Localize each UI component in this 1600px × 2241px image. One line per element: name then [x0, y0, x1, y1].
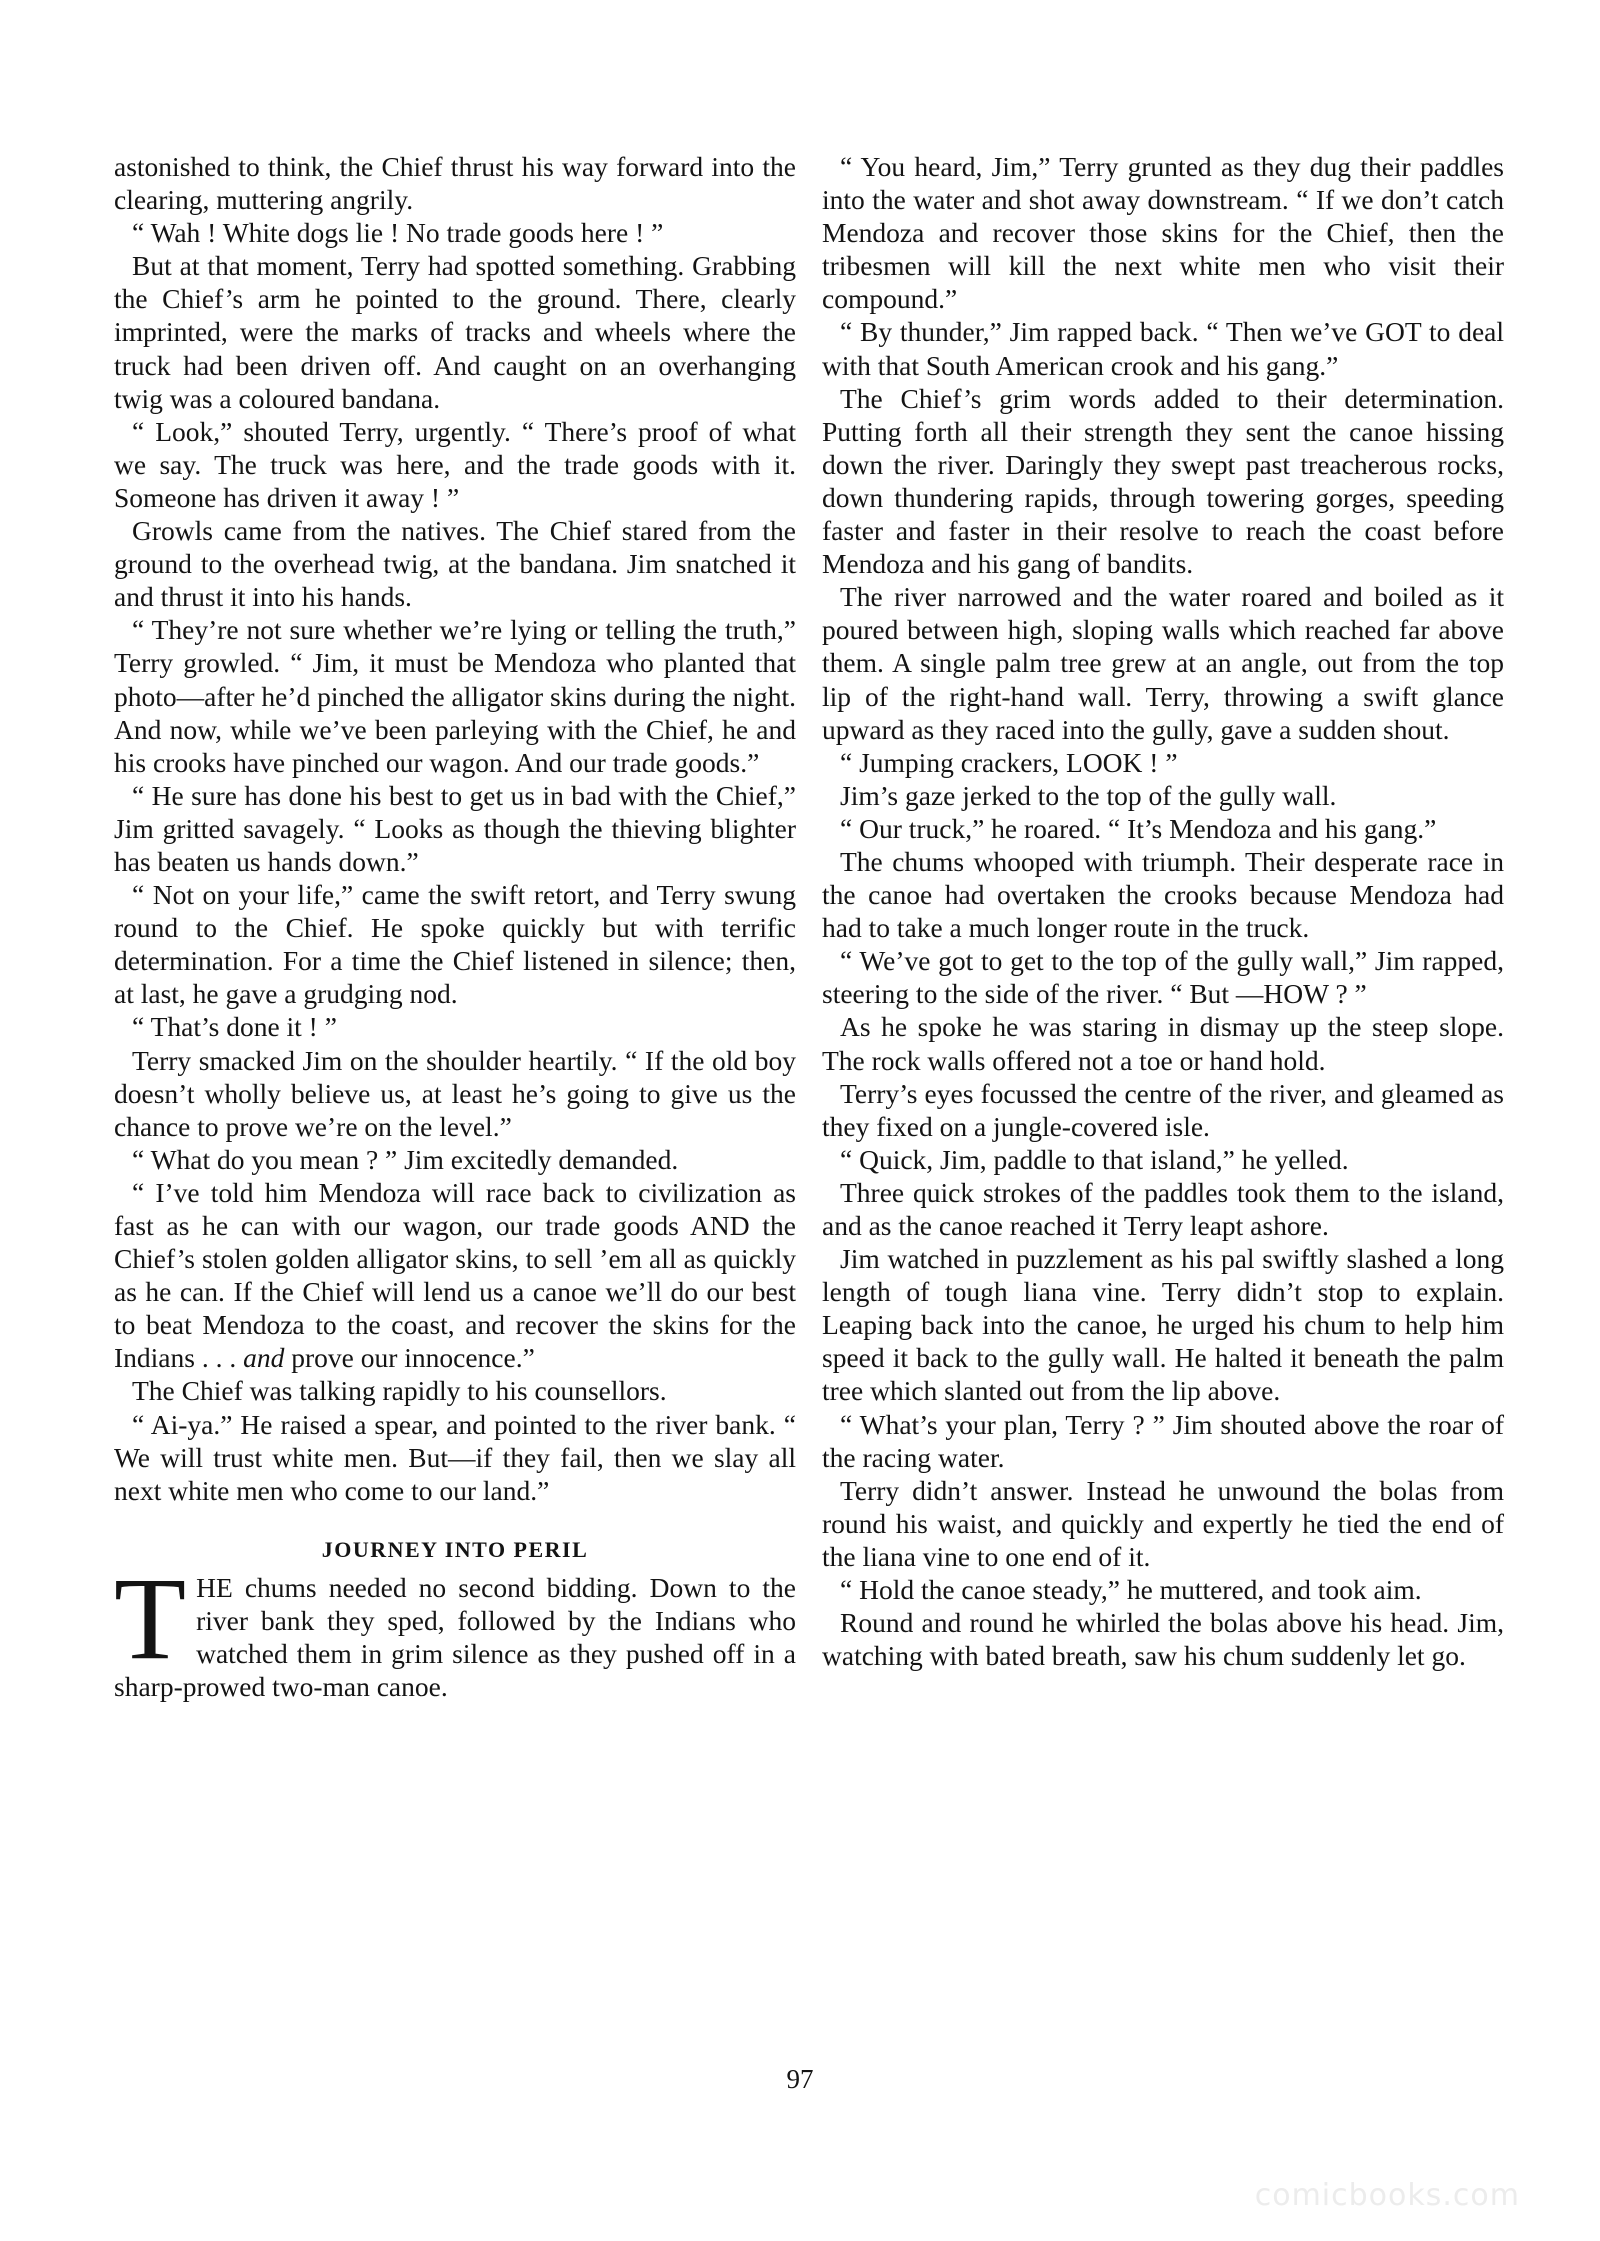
paragraph: “ You heard, Jim,” Terry grunted as they dug their paddles into the water and shot away downstream. “ If we don’t catch Mendoza and recover those skins for the Chief, then the tribesmen will kill the next white men who visit their compound.”	[822, 151, 1504, 315]
paragraph-innocence	[114, 1176, 796, 1375]
paragraph: “ What do you mean ? ” Jim excitedly demanded.	[132, 1143, 679, 1175]
paragraph: But at that moment, Terry had spotted something. Grabbing the Chief’s arm he pointed to the ground. There, clearly imprinted, were the marks of tracks and wheels where the truck had been driven off. And caught on an overhanging twig was a coloured bandana.	[114, 250, 796, 414]
paragraph: “ Hold the canoe steady,” he muttered, and took aim.	[840, 1574, 1422, 1606]
paragraph: Three quick strokes of the paddles took them to the island, and as the canoe reached it Terry leapt ashore.	[822, 1176, 1504, 1241]
section-heading: JOURNEY INTO PERIL	[321, 1536, 589, 1562]
right-column	[822, 150, 1504, 1672]
paragraph: The chums whooped with triumph. Their desperate race in the canoe had overtaken the crooks because Mendoza had had to take a much longer route in the truck.	[822, 845, 1504, 944]
paragraph-text: prove our innocence.”	[284, 1342, 535, 1374]
paragraph: “ Quick, Jim, paddle to that island,” he yelled.	[840, 1143, 1349, 1175]
watermark-text: comicbooks.com	[1254, 2178, 1520, 2213]
paragraph: “ Jumping crackers, LOOK ! ”	[840, 746, 1178, 778]
paragraph: “ Our truck,” he roared. “ It’s Mendoza and his gang.”	[840, 812, 1437, 844]
paragraph: “ Not on your life,” came the swift retort, and Terry swung round to the Chief. He spoke quickly but with terrific determination. For a time the Chief listened in silence; then, at last, he gave a grudging nod.	[114, 879, 796, 1010]
paragraph: Jim watched in puzzlement as his pal swiftly slashed a long length of tough liana vine. Terry didn’t stop to explain. Leaping back into the canoe, he urged his chum to help him speed it back to the gully wall. He halted it beneath the palm tree which slanted out from the lip above.	[822, 1243, 1504, 1407]
page-number: 97	[786, 2064, 814, 2094]
drop-cap-paragraph	[114, 1552, 796, 1703]
paragraph: “ That’s done it ! ”	[132, 1011, 337, 1043]
paragraph: Terry smacked Jim on the shoulder heartily. “ If the old boy doesn’t wholly believe us, at least he’s going to give us the chance to prove we’re on the level.”	[114, 1044, 796, 1142]
paragraph: “ Look,” shouted Terry, urgently. “ There’s proof of what we say. The truck was here, and the trade goods with it. Someone has driven it away ! ”	[114, 415, 796, 513]
paragraph: “ What’s your plan, Terry ? ” Jim shouted above the roar of the racing water.	[822, 1408, 1504, 1473]
paragraph-text: “ I’ve told him Mendoza will race back to civilization as fast as he can with our wagon, our trade goods AND the Chief’s stolen golden alligator skins, to sell ’em all as quickly as he can. If the Chief will lend us a canoe we’ll do our best to beat Mendoza to the coast, and recover the skins for the Indians . . .	[114, 1176, 796, 1374]
drop-cap: T	[114, 1552, 187, 1684]
paragraph: As he spoke he was staring in dismay up the steep slope. The rock walls offered not a toe or hand hold.	[822, 1011, 1504, 1076]
paragraph: The Chief was talking rapidly to his counsellors.	[132, 1375, 667, 1407]
paragraph: “ They’re not sure whether we’re lying or telling the truth,” Terry growled. “ Jim, it must be Mendoza who planted that photo—after he’d pinched the alligator skins during the night. And now, while we’ve been parleying with the Chief, he and his crooks have pinched our wagon. And our trade goods.”	[114, 614, 796, 778]
paragraph-text: HE chums needed no second bidding. Down to the river bank they sped, followed by the Indians who watched them in grim silence as they pushed off in a sharp-prowed two-man canoe.	[114, 1571, 796, 1703]
paragraph: “ Ai-ya.” He raised a spear, and pointed to the river bank. “ We will trust white men. But—if they fail, then we slay all next white men who come to our land.”	[114, 1408, 796, 1506]
paragraph: The river narrowed and the water roared and boiled as it poured between high, sloping walls which reached far above them. A single palm tree grew at an angle, out from the top lip of the right-hand wall. Terry, throwing a swift glance upward as they raced into the gully, gave a sudden shout.	[822, 581, 1504, 745]
paragraph: “ We’ve got to get to the top of the gully wall,” Jim rapped, steering to the side of the river. “ But —HOW ? ”	[822, 945, 1504, 1010]
paragraph: “ Wah ! White dogs lie ! No trade goods here ! ”	[132, 217, 664, 249]
italic-word: and	[243, 1342, 285, 1374]
paragraph: Growls came from the natives. The Chief stared from the ground to the overhead twig, at the bandana. Jim snatched it and thrust it into his hands.	[114, 515, 796, 613]
paragraph: Terry didn’t answer. Instead he unwound the bolas from round his waist, and quickly and expertly he tied the end of the liana vine to one end of it.	[822, 1474, 1504, 1572]
paragraph: Round and round he whirled the bolas above his head. Jim, watching with bated breath, saw his chum suddenly let go.	[822, 1607, 1504, 1672]
left-column	[114, 150, 796, 1703]
paragraph: The Chief’s grim words added to their determination. Putting forth all their strength they sent the canoe hissing down the river. Daringly they swept past treacherous rocks, down thundering rapids, through towering gorges, speeding faster and faster in their resolve to reach the coast before Mendoza and his gang of bandits.	[822, 382, 1504, 580]
paragraph: “ He sure has done his best to get us in bad with the Chief,” Jim gritted savagely. “ Looks as though the thieving blighter has beaten us hands down.”	[114, 779, 796, 877]
paragraph: Terry’s eyes focussed the centre of the river, and gleamed as they fixed on a jungle-covered isle.	[822, 1077, 1504, 1142]
paragraph: astonished to think, the Chief thrust his way forward into the clearing, muttering angrily.	[114, 151, 796, 216]
paragraph: Jim’s gaze jerked to the top of the gully wall.	[840, 779, 1337, 811]
paragraph: “ By thunder,” Jim rapped back. “ Then we’ve GOT to deal with that South American crook and his gang.”	[822, 316, 1504, 381]
